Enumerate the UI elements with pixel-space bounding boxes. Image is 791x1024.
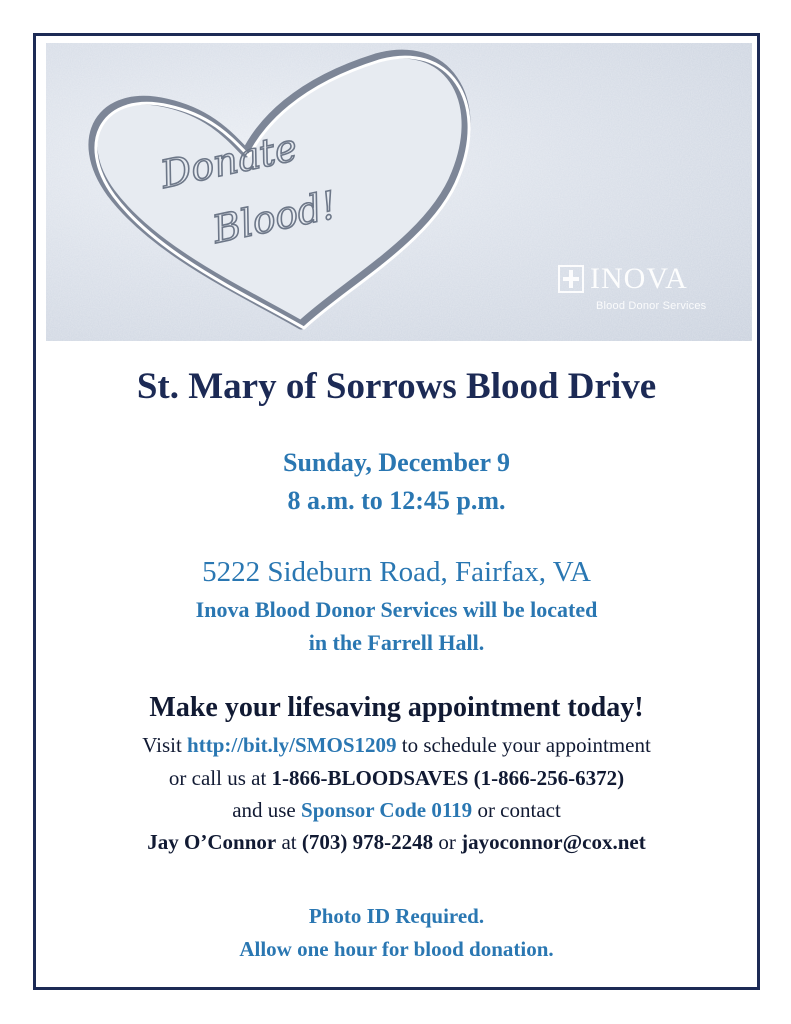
event-date: Sunday, December 9 [282, 448, 511, 477]
heart-text-line2: Blood! [208, 182, 341, 252]
contact-email[interactable]: jayoconnor@cox.net [461, 830, 646, 854]
use-prefix: and use [232, 798, 302, 822]
sponsor-line [36, 798, 757, 823]
sponsor-code: Sponsor Code 0119 [301, 798, 473, 822]
appointment-link[interactable]: http://bit.ly/SMOS1209 [187, 733, 397, 757]
contact-line [36, 830, 757, 855]
photo-id-note: Photo ID Required. [308, 904, 485, 928]
duration-note: Allow one hour for blood donation. [239, 937, 554, 961]
phone-number: 1-866-BLOODSAVES (1-866-256-6372) [271, 766, 625, 790]
heart-text-line1: Donate [156, 125, 302, 197]
call-line [36, 766, 757, 791]
contact-or: or [433, 830, 462, 854]
visit-prefix: Visit [142, 733, 188, 757]
call-to-action: Make your lifesaving appointment today! [149, 692, 644, 723]
event-address: 5222 Sideburn Road, Fairfax, VA [202, 556, 591, 588]
logo-subtitle: Blood Donor Services [596, 300, 707, 312]
event-time: 8 a.m. to 12:45 p.m. [287, 486, 506, 515]
use-suffix: or contact [472, 798, 561, 822]
contact-at: at [276, 830, 302, 854]
contact-phone: (703) 978-2248 [301, 830, 434, 854]
call-prefix: or call us at [168, 766, 272, 790]
inova-logo [558, 262, 733, 318]
logo-name: INOVA [590, 262, 688, 295]
page-title: St. Mary of Sorrows Blood Drive [136, 366, 657, 407]
location-line-2: in the Farrell Hall. [308, 630, 485, 655]
location-line-1: Inova Blood Donor Services will be located [195, 597, 598, 622]
visit-suffix: to schedule your appointment [396, 733, 651, 757]
medical-cross-icon [558, 265, 584, 293]
visit-line [36, 733, 757, 758]
contact-name: Jay O’Connor [147, 830, 277, 854]
